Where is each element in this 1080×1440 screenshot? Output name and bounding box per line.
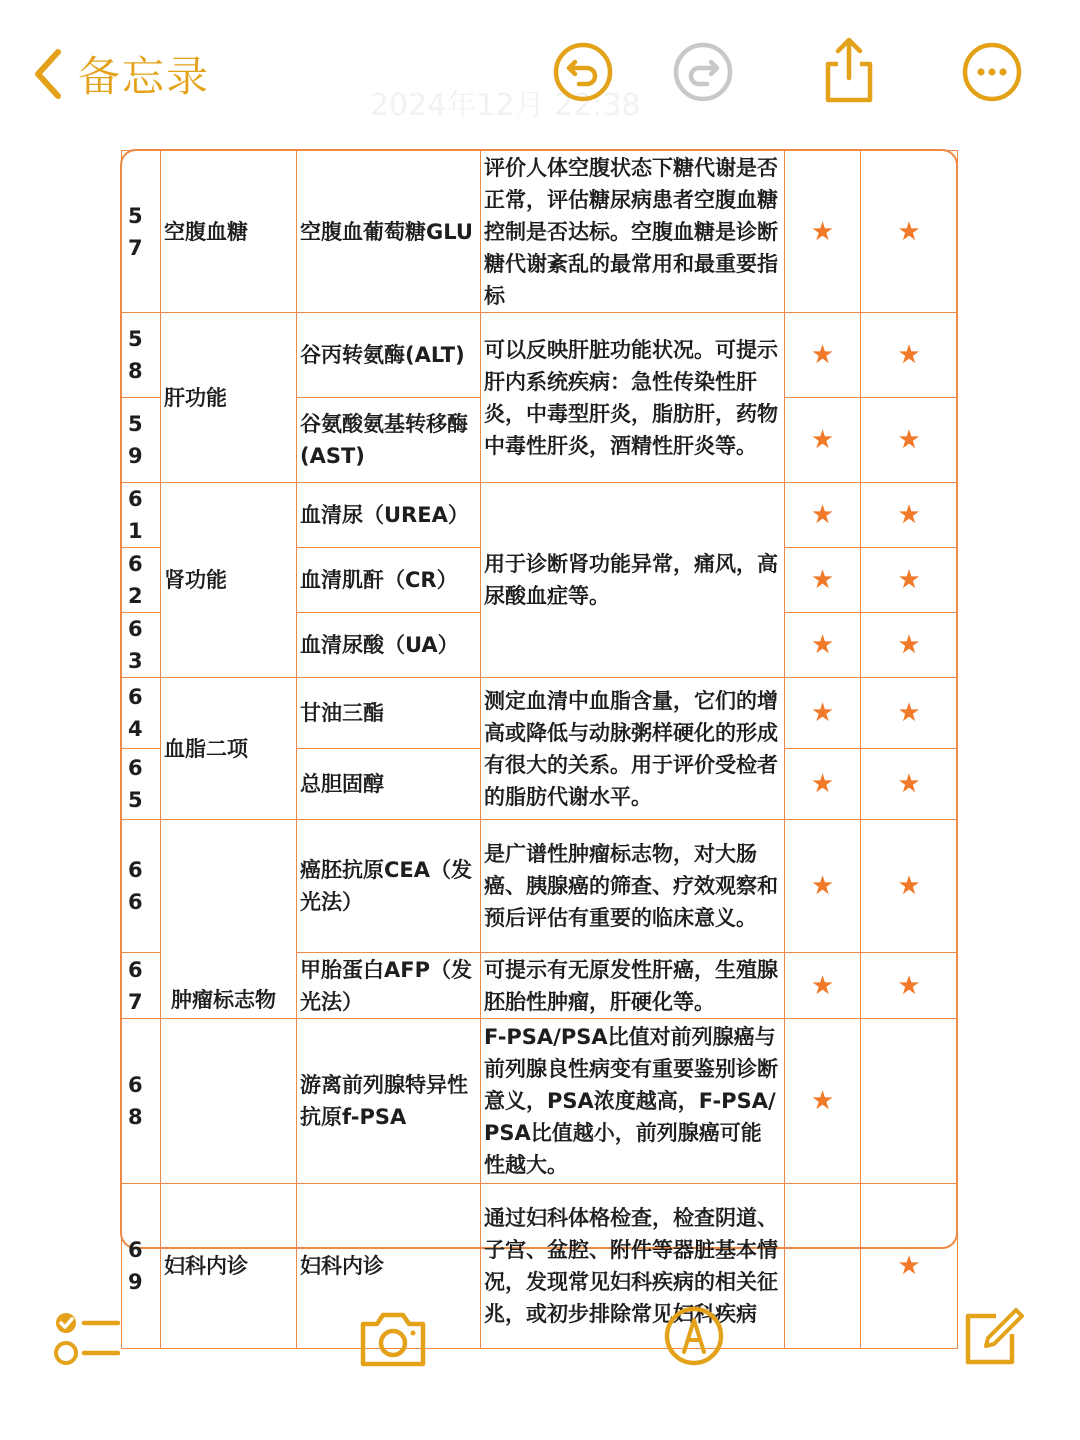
category-cell: 妇科内诊	[161, 1184, 297, 1349]
star-cell: ★	[861, 953, 958, 1019]
star-cell: ★	[861, 398, 958, 483]
star-cell: ★	[785, 820, 861, 953]
star-cell: ★	[861, 749, 958, 820]
star-cell: ★	[785, 313, 861, 398]
star-cell	[861, 1019, 958, 1184]
category-cell-empty	[161, 1019, 297, 1184]
description-cell: 是广谱性肿瘤标志物，对大肠癌、胰腺癌的筛查、疗效观察和预后评估有重要的临床意义。	[481, 820, 785, 953]
table-row	[122, 820, 958, 953]
top-toolbar	[0, 0, 1080, 140]
camera-icon[interactable]	[357, 1310, 429, 1368]
item-cell: 癌胚抗原CEA（发光法）	[297, 820, 481, 953]
item-cell: 游离前列腺特异性抗原f-PSA	[297, 1019, 481, 1184]
row-number: 59	[122, 398, 161, 483]
description-cell: 通过妇科体格检查，检查阴道、子宫、盆腔、附件等器脏基本情况，发现常见妇科疾病的相关征兆，或初步排除常见妇科疾病	[481, 1184, 785, 1349]
description-cell: 可以反映肝脏功能状况。可提示肝内系统疾病：急性传染性肝炎，中毒型肝炎，脂肪肝，药物中毒性肝炎，酒精性肝炎等。	[481, 313, 785, 483]
item-cell: 血清尿酸（UA）	[297, 613, 481, 678]
star-cell: ★	[861, 483, 958, 548]
item-cell: 谷丙转氨酶(ALT)	[297, 313, 481, 398]
category-cell: 血脂二项	[161, 678, 297, 820]
table-row	[122, 483, 958, 548]
star-cell: ★	[785, 1019, 861, 1184]
table-row	[122, 1019, 958, 1184]
chevron-left-icon	[30, 46, 64, 102]
row-number: 68	[122, 1019, 161, 1184]
row-number: 64	[122, 678, 161, 749]
star-cell: ★	[785, 678, 861, 749]
row-number: 58	[122, 313, 161, 398]
star-cell: ★	[785, 749, 861, 820]
category-cell: 肿瘤标志物	[161, 820, 297, 1019]
row-number: 63	[122, 613, 161, 678]
description-cell: 评价人体空腹状态下糖代谢是否正常，评估糖尿病患者空腹血糖控制是否达标。空腹血糖是诊断糖代谢紊乱的最常用和最重要指标	[481, 151, 785, 313]
back-label: 备忘录	[78, 52, 211, 101]
row-number: 62	[122, 548, 161, 613]
item-cell: 血清肌酐（CR）	[297, 548, 481, 613]
category-cell: 肾功能	[161, 483, 297, 678]
table-row	[122, 151, 958, 313]
star-cell: ★	[861, 820, 958, 953]
table-row	[122, 313, 958, 398]
star-cell: ★	[861, 548, 958, 613]
row-number: 57	[122, 151, 161, 313]
star-cell: ★	[785, 548, 861, 613]
exam-table-card	[120, 149, 958, 1326]
description-cell: 用于诊断肾功能异常，痛风，高尿酸血症等。	[481, 483, 785, 678]
share-icon[interactable]	[816, 36, 882, 106]
category-cell: 肝功能	[161, 313, 297, 483]
back-button[interactable]	[30, 44, 210, 104]
exam-table	[121, 150, 958, 1349]
star-cell: ★	[785, 398, 861, 483]
bottom-toolbar	[0, 1290, 1080, 1400]
undo-icon[interactable]	[551, 40, 615, 104]
category-cell: 空腹血糖	[161, 151, 297, 313]
redo-icon[interactable]	[671, 40, 735, 104]
star-cell: ★	[785, 483, 861, 548]
star-cell: ★	[861, 613, 958, 678]
note-date-faded: 2024年12月 22:38	[370, 88, 641, 123]
row-number: 66	[122, 820, 161, 953]
description-cell: 可提示有无原发性肝癌，生殖腺胚胎性肿瘤，肝硬化等。	[481, 953, 785, 1019]
item-cell: 总胆固醇	[297, 749, 481, 820]
star-cell: ★	[861, 313, 958, 398]
row-number: 65	[122, 749, 161, 820]
description-cell: F-PSA/PSA比值对前列腺癌与前列腺良性病变有重要鉴别诊断意义，PSA浓度越高，F-PSA/PSA比值越小，前列腺癌可能性越大。	[481, 1019, 785, 1184]
more-icon[interactable]	[960, 40, 1024, 104]
item-cell: 血清尿（UREA）	[297, 483, 481, 548]
item-cell: 妇科内诊	[297, 1184, 481, 1349]
item-cell: 谷氨酸氨基转移酶(AST)	[297, 398, 481, 483]
item-cell: 甲胎蛋白AFP（发光法）	[297, 953, 481, 1019]
star-cell: ★	[861, 1184, 958, 1349]
row-number: 67	[122, 953, 161, 1019]
item-cell: 甘油三酯	[297, 678, 481, 749]
star-cell: ★	[861, 678, 958, 749]
star-cell: ★	[785, 613, 861, 678]
star-cell: ★	[861, 151, 958, 313]
row-number: 69	[122, 1184, 161, 1349]
checklist-icon[interactable]	[52, 1310, 122, 1366]
star-cell: ★	[785, 953, 861, 1019]
star-cell: ★	[785, 151, 861, 313]
description-cell: 测定血清中血脂含量，它们的增高或降低与动脉粥样硬化的形成有很大的关系。用于评价受检者的脂肪代谢水平。	[481, 678, 785, 820]
table-row	[122, 678, 958, 749]
item-cell: 空腹血葡萄糖GLU	[297, 151, 481, 313]
compose-icon[interactable]	[960, 1304, 1026, 1370]
markup-pen-icon[interactable]	[662, 1304, 726, 1368]
row-number: 61	[122, 483, 161, 548]
